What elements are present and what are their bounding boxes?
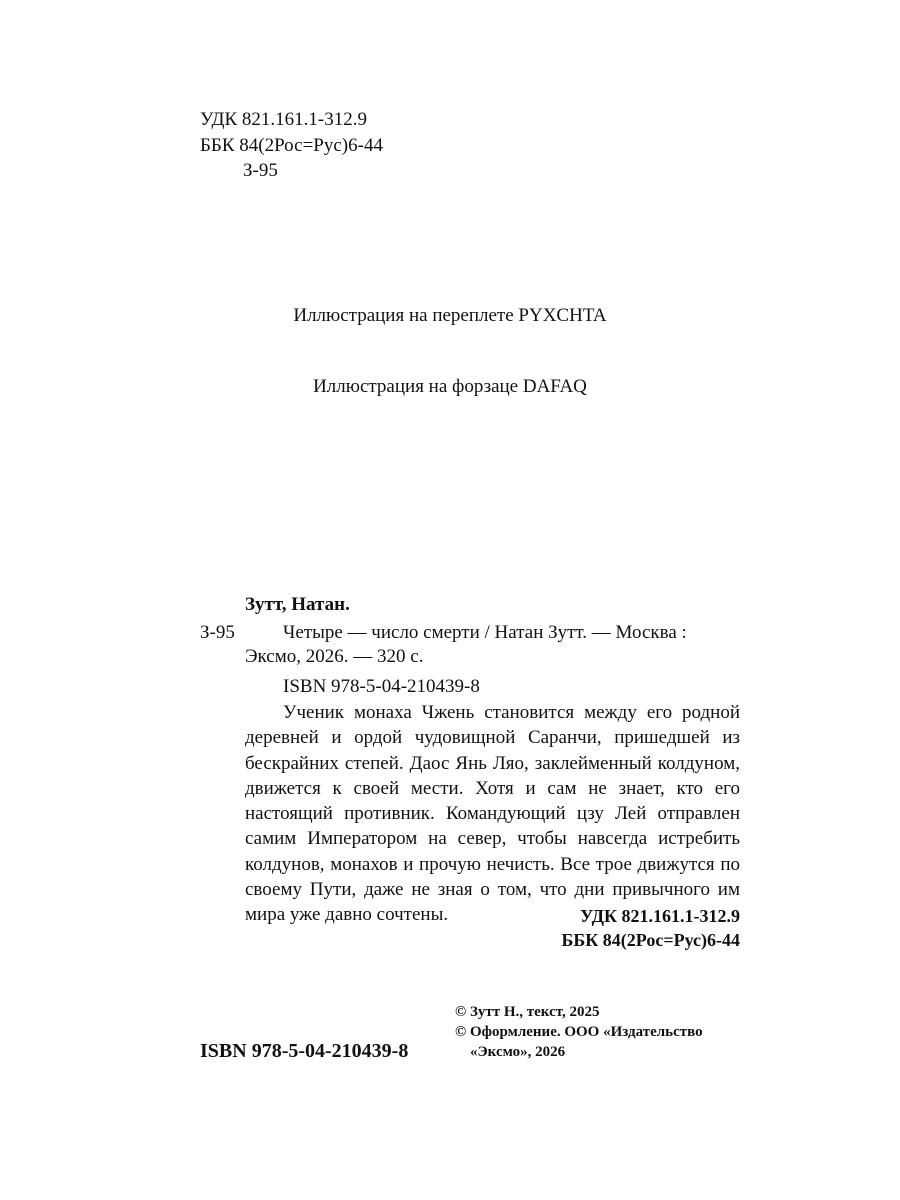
- bbk-code-top: ББК 84(2Рос=Рус)6-44: [200, 135, 383, 156]
- annotation-paragraph: Ученик монаха Чжень становится между его родной деревней и ордой чудовищной Саранчи, пришедшей из бескрайних степей. Даос Янь Ляо, заклейменный колдуном, движется к своей мести. Хотя и сам не знает, кто его настоящий противник. Командующий цзу Лей отправлен самим Императором на север, чтобы навсегда истребить колдунов, монахов и прочую нечисть. Все трое движутся по своему Пути, даже не зная о том, что дни привычного им мира уже давно сочтены.: [245, 702, 740, 926]
- isbn-record: ISBN 978-5-04-210439-8: [283, 676, 480, 697]
- author-heading: Зутт, Натан.: [245, 594, 350, 615]
- udk-code-top: УДК 821.161.1-312.9: [200, 109, 367, 130]
- bbk-code-bottom: ББК 84(2Рос=Рус)6-44: [561, 930, 740, 950]
- copyright-text: © Зутт Н., текст, 2025: [455, 1004, 600, 1020]
- title-statement-line-2: Эксмо, 2026. — 320 с.: [245, 646, 424, 667]
- title-statement-line-1: Четыре — число смерти / Натан Зутт. — Москва :: [283, 622, 687, 643]
- copyright-design-line-1: © Оформление. ООО «Издательство: [455, 1024, 703, 1040]
- author-sign-top: З-95: [243, 160, 278, 181]
- isbn-footer: ISBN 978-5-04-210439-8: [200, 1040, 409, 1062]
- udk-code-bottom: УДК 821.161.1-312.9: [580, 906, 740, 926]
- cover-illustration-credit: Иллюстрация на переплете PYXCHTA: [293, 305, 607, 326]
- author-sign-margin: З-95: [200, 622, 235, 643]
- endpaper-illustration-credit: Иллюстрация на форзаце DAFAQ: [313, 376, 587, 397]
- copyright-design-line-2: «Эксмо», 2026: [470, 1044, 566, 1060]
